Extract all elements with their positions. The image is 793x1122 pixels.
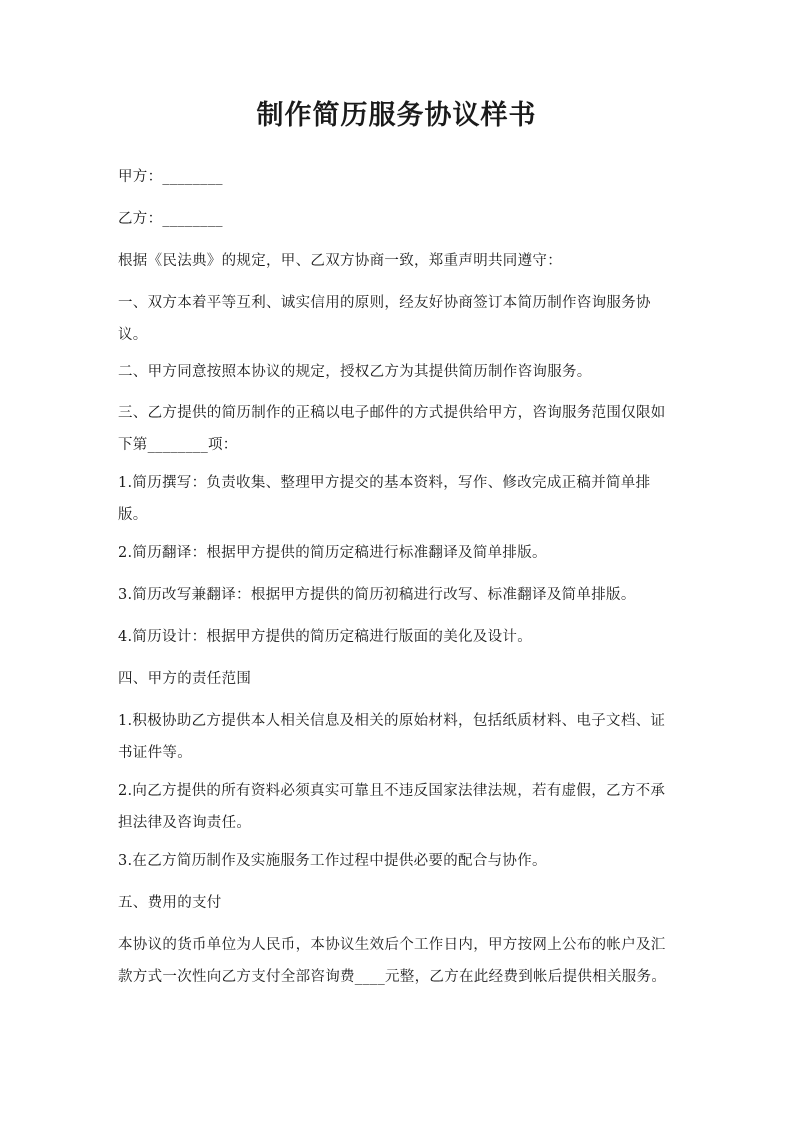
clause-3-paragraph: 三、乙方提供的简历制作的正稿以电子邮件的方式提供给甲方，咨询服务范围仅限如下第________项： <box>118 405 666 453</box>
clause-4-heading: 四、甲方的责任范围 <box>118 671 252 687</box>
preamble-paragraph: 根据《民法典》的规定，甲、乙双方协商一致，郑重声明共同遵守： <box>118 253 562 269</box>
party-b-line: 乙方：________ <box>118 211 223 227</box>
payment-paragraph: 本协议的货币单位为人民币，本协议生效后个工作日内，甲方按网上公布的帐户及汇款方式一次性向乙方支付全部咨询费____元整，乙方在此经费到帐后提供相关服务。 <box>118 937 667 985</box>
duty-item-1: 1.积极协助乙方提供本人相关信息及相关的原始材料，包括纸质材料、电子文档、证书证件等。 <box>118 713 666 761</box>
document-title: 制作简历服务协议样书 <box>256 100 537 131</box>
clause-5-heading: 五、费用的支付 <box>118 895 222 911</box>
duty-item-3: 3.在乙方简历制作及实施服务工作过程中提供必要的配合与协作。 <box>118 853 547 869</box>
service-item-4: 4.简历设计：根据甲方提供的简历定稿进行版面的美化及设计。 <box>118 629 533 645</box>
party-a-line: 甲方：________ <box>118 169 223 185</box>
clause-1-paragraph: 一、双方本着平等互利、诚实信用的原则，经友好协商签订本简历制作咨询服务协议。 <box>118 295 651 343</box>
clause-2-paragraph: 二、甲方同意按照本协议的规定，授权乙方为其提供简历制作咨询服务。 <box>118 364 592 380</box>
duty-item-2: 2.向乙方提供的所有资料必须真实可靠且不违反国家法律法规，若有虚假，乙方不承担法律及咨询责任。 <box>118 783 666 831</box>
service-item-3: 3.简历改写兼翻译：根据甲方提供的简历初稿进行改写、标准翻译及简单排版。 <box>118 587 636 603</box>
service-item-1: 1.简历撰写：负责收集、整理甲方提交的基本资料，写作、修改完成正稿并简单排版。 <box>118 475 651 523</box>
service-item-2: 2.简历翻译：根据甲方提供的简历定稿进行标准翻译及简单排版。 <box>118 545 547 561</box>
